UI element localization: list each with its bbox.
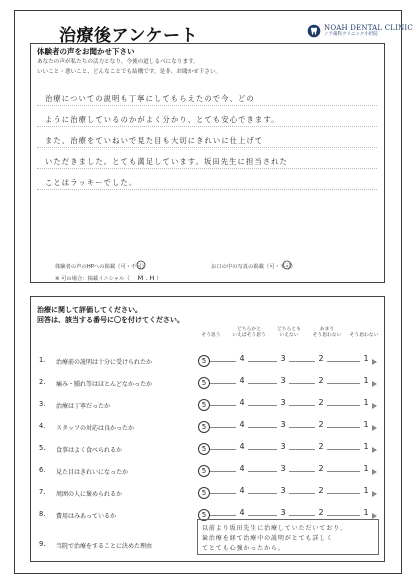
question-row-5	[31, 441, 386, 457]
initial-value: M.H	[137, 274, 157, 282]
question-text: 治療は丁寧だったか	[56, 402, 111, 410]
rating-option-4[interactable]: 4	[236, 398, 248, 407]
question-text: スタッフの対応は良かったか	[56, 424, 135, 432]
voice-intro-line: いいこと・悪いこと、どんなことでも結構です。是非、お聞かせ下さい。	[37, 68, 222, 75]
rating-option-1[interactable]: 1	[360, 420, 372, 429]
column-header-1	[347, 333, 381, 339]
rating-scale-line	[204, 449, 376, 450]
rating-option-1[interactable]: 1	[360, 486, 372, 495]
ruled-line	[37, 105, 377, 106]
voice-section	[30, 43, 385, 283]
scale-arrow-icon	[372, 513, 377, 519]
question-text: 痛み・腫れ等はほとんどなかったか	[56, 380, 153, 388]
scale-arrow-icon	[372, 359, 377, 365]
voice-intro-line: あなたの声が私たちの活力となり、今後の道しるべになります。	[37, 59, 199, 65]
question-number: 2.	[39, 378, 46, 386]
column-header-line: あまり	[319, 327, 335, 332]
rating-option-4[interactable]: 4	[236, 486, 248, 495]
question-row-7	[31, 485, 386, 501]
evaluation-instruction: 回答は、該当する番号に〇を付けてください。	[37, 316, 184, 324]
rating-option-5[interactable]: 5	[198, 421, 210, 433]
column-header-3	[271, 327, 307, 339]
reason-answer-line: 歯治療を経て治療中の説明がとても詳しく	[202, 535, 334, 542]
rating-option-2[interactable]: 2	[315, 508, 327, 517]
rating-option-2[interactable]: 2	[315, 376, 327, 385]
rating-option-2[interactable]: 2	[315, 354, 327, 363]
question-number: 7.	[39, 488, 46, 496]
ruled-line	[37, 189, 377, 190]
question-text: 治療前の説明は十分に受けられたか	[56, 358, 153, 366]
photo-consent-circle	[282, 260, 292, 270]
column-header-line: そう思う	[201, 333, 221, 338]
ruled-line	[37, 147, 377, 148]
question-row-2	[31, 375, 386, 391]
rating-option-1[interactable]: 1	[360, 398, 372, 407]
column-header-line: そう思わない	[312, 333, 342, 338]
logo-name-en: NOAH DENTAL CLINIC	[324, 23, 413, 32]
column-header-line: どちらとも	[277, 327, 301, 332]
rating-option-3[interactable]: 3	[277, 376, 289, 385]
reason-answer-line: 以前より坂田先生に治療していただいており、	[202, 525, 347, 532]
rating-option-2[interactable]: 2	[315, 486, 327, 495]
rating-option-5[interactable]: 5	[198, 443, 210, 455]
initial-label: ※ 可の場合：掲載イニシャル（	[55, 276, 130, 282]
question-number: 5.	[39, 444, 46, 452]
question-text: 周囲の人に褒められるか	[56, 490, 123, 498]
handwritten-line: いただきました。とても満足しています。坂田先生に担当された	[45, 157, 288, 166]
rating-option-3[interactable]: 3	[277, 464, 289, 473]
ruled-line	[37, 168, 377, 169]
question-text: 食事はよく食べられるか	[56, 446, 123, 454]
rating-option-2[interactable]: 2	[315, 442, 327, 451]
rating-option-2[interactable]: 2	[315, 420, 327, 429]
reason-answer-line: てとても心強かったから。	[202, 545, 285, 552]
question-text: 見た目はきれいになったか	[56, 468, 129, 476]
consent-hp-label: 体験者の声のHPへの掲載（可・不可）	[55, 264, 147, 270]
rating-scale-line	[204, 383, 376, 384]
evaluation-section	[30, 296, 385, 562]
rating-option-3[interactable]: 3	[277, 354, 289, 363]
evaluation-heading: 治療に関して評価してください。	[37, 306, 142, 314]
tooth-logo-icon	[307, 24, 321, 38]
handwritten-line: また、治療をていねいで見た目も大切にきれいに仕上げて	[45, 136, 264, 145]
rating-option-5[interactable]: 5	[198, 487, 210, 499]
rating-option-1[interactable]: 1	[360, 442, 372, 451]
rating-scale-line	[204, 427, 376, 428]
rating-scale-line	[204, 515, 376, 516]
question-text: 費用はみあっているか	[56, 512, 116, 520]
voice-intro	[37, 58, 221, 77]
rating-option-2[interactable]: 2	[315, 464, 327, 473]
reason-answer-box	[197, 519, 379, 555]
clinic-logo	[307, 24, 413, 38]
column-header-4	[228, 327, 270, 339]
handwritten-line: ように治療しているのかがよく分かり、とても安心できます。	[45, 115, 280, 124]
rating-option-5[interactable]: 5	[198, 465, 210, 477]
logo-name-jp: ノア歯科クリニック小杉院	[324, 31, 378, 37]
rating-option-4[interactable]: 4	[236, 354, 248, 363]
rating-option-1[interactable]: 1	[360, 508, 372, 517]
scale-arrow-icon	[372, 469, 377, 475]
voice-heading: 体験者の声をお聞かせ下さい	[37, 47, 135, 56]
rating-option-5[interactable]: 5	[198, 377, 210, 389]
scale-arrow-icon	[372, 381, 377, 387]
rating-option-3[interactable]: 3	[277, 398, 289, 407]
rating-scale-line	[204, 493, 376, 494]
column-header-line: いえばそう思う	[232, 333, 266, 338]
rating-option-4[interactable]: 4	[236, 442, 248, 451]
column-header-line: そう思わない	[349, 333, 379, 338]
rating-scale-line	[204, 361, 376, 362]
initial-close: ）	[156, 276, 162, 282]
rating-option-3[interactable]: 3	[277, 420, 289, 429]
rating-option-4[interactable]: 4	[236, 420, 248, 429]
scale-arrow-icon	[372, 447, 377, 453]
initial-line	[55, 274, 162, 282]
scale-arrow-icon	[372, 403, 377, 409]
rating-option-2[interactable]: 2	[315, 398, 327, 407]
rating-option-3[interactable]: 3	[277, 442, 289, 451]
rating-option-4[interactable]: 4	[236, 508, 248, 517]
column-header-5	[197, 333, 225, 339]
rating-option-1[interactable]: 1	[360, 354, 372, 363]
question-row-6	[31, 463, 386, 479]
ruled-line	[37, 126, 377, 127]
rating-option-4[interactable]: 4	[236, 464, 248, 473]
rating-option-1[interactable]: 1	[360, 376, 372, 385]
question-number: 9.	[39, 540, 46, 548]
scale-arrow-icon	[372, 425, 377, 431]
rating-scale-line	[204, 405, 376, 406]
rating-option-5[interactable]: 5	[198, 355, 210, 367]
question-row-4	[31, 419, 386, 435]
question-number: 3.	[39, 400, 46, 408]
hp-consent-circle	[136, 260, 146, 270]
question-number: 1.	[39, 356, 46, 364]
rating-option-4[interactable]: 4	[236, 376, 248, 385]
question-number: 6.	[39, 466, 46, 474]
column-header-line: いえない	[279, 333, 299, 338]
consent-photo-label: お口の中の写真の掲載（可・不可）	[211, 264, 296, 270]
rating-option-5[interactable]: 5	[198, 399, 210, 411]
rating-option-3[interactable]: 3	[277, 486, 289, 495]
handwritten-line: ことはラッキーでした。	[45, 178, 138, 187]
question-text: 当院で治療をすることに決めた理由	[56, 542, 153, 550]
consent-hp	[55, 262, 147, 270]
question-number: 8.	[39, 510, 46, 518]
column-header-2	[309, 327, 345, 339]
rating-option-3[interactable]: 3	[277, 508, 289, 517]
question-row-1	[31, 353, 386, 369]
rating-option-5[interactable]: 5	[198, 509, 210, 521]
question-row-3	[31, 397, 386, 413]
rating-option-1[interactable]: 1	[360, 464, 372, 473]
rating-scale-line	[204, 471, 376, 472]
scale-arrow-icon	[372, 491, 377, 497]
column-header-line: どちらかと	[237, 327, 261, 332]
page-title: 治療後アンケート	[59, 26, 198, 46]
question-number: 4.	[39, 422, 46, 430]
handwritten-line: 治療についての説明も丁寧にしてもらえたので今、どの	[45, 94, 255, 103]
